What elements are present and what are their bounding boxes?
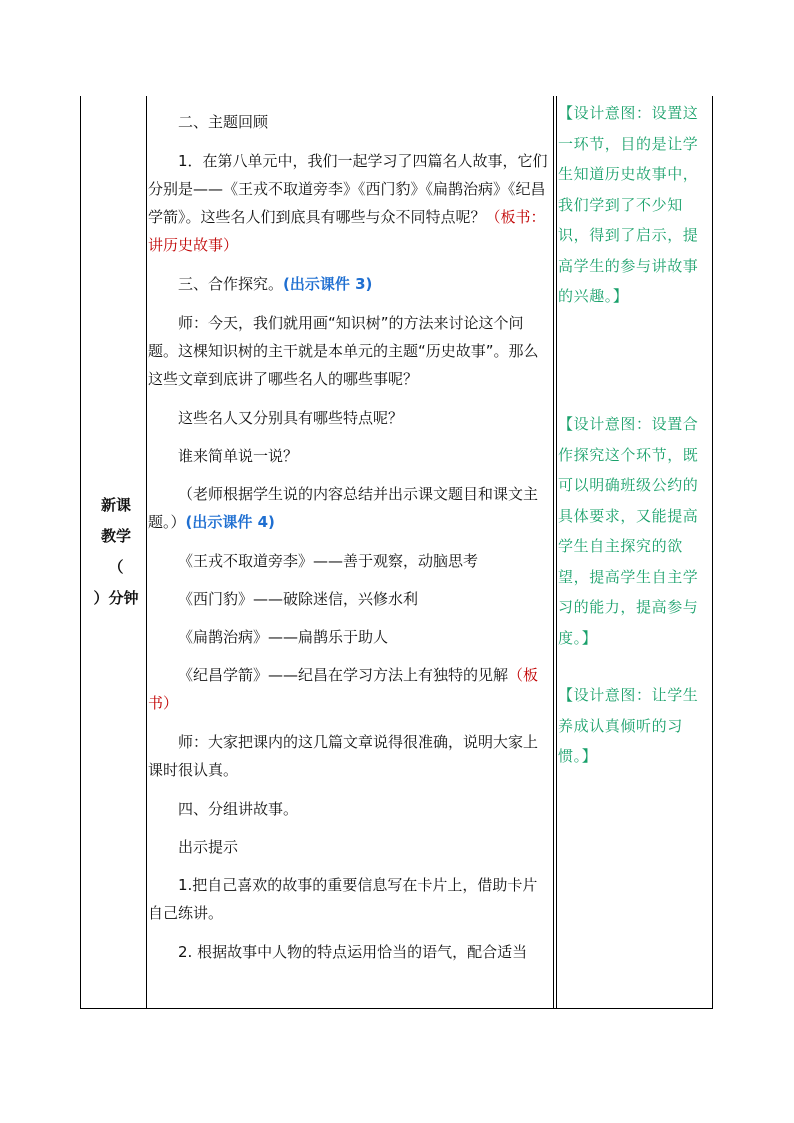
lesson-content [148,108,552,977]
paragraph-question-1: 这些名人又分别具有哪些特点呢？ [178,409,404,427]
stage-label-line2: 教学 [100,527,131,545]
design-intent-1: 【设计意图：设置这一环节，目的是让学生知道历史故事中，我们学到了不少知识，得到了启示，提高学生的参与讲故事的兴趣。】 [558,104,699,305]
blackboard-note-2: （板书） [148,666,539,712]
story-item-2: 《西门豹》——破除迷信，兴修水利 [178,590,419,608]
blackboard-note: （板书：讲历史故事） [148,208,546,254]
table-border-col2 [553,96,554,1009]
story-item-1: 《王戎不取道旁李》——善于观察，动脑思考 [178,552,479,570]
prompt-item-1: 1.把自己喜欢的故事的重要信息写在卡片上，借助卡片自己练讲。 [148,876,538,922]
paragraph-review-text: 1．在第八单元中，我们一起学习了四篇名人故事，它们分别是——《王戎不取道旁李》《西门豹》《扁鹊治病》《纪昌学箭》。这些名人们到底具有哪些与众不同特点呢？ [148,152,548,226]
courseware-note-3: (出示课件 3) [283,275,373,293]
stage-label [88,490,144,614]
design-intent-2: 【设计意图：设置合作探究这个环节，既可以明确班级公约的具体要求，又能提高学生自主探究的欲望，提高学生自主学习的能力，提高参与度。】 [558,415,699,647]
stage-label-line1: 新课 [100,496,131,514]
prompt-item-2: 2. 根据故事中人物的特点运用恰当的语气，配合适当 [178,943,528,961]
section-heading-review: 二、主题回顾 [178,113,269,131]
paragraph-teacher-1: 师：今天，我们就用画“知识树”的方法来讨论这个问题。这棵知识树的主干就是本单元的主题“历史故事”。那么这些文章到底讲了哪些名人的哪些事呢？ [148,314,539,388]
paragraph-summary-text: （老师根据学生说的内容总结并出示课文题目和课文主题。） [148,485,539,531]
table-border-left [80,96,81,1009]
story-item-3: 《扁鹊治病》——扁鹊乐于助人 [178,628,389,646]
table-border-col2b [556,96,557,1009]
paragraph-prompt: 出示提示 [178,838,239,856]
stage-label-line3: （ [108,558,124,576]
table-border-col1 [146,96,147,1009]
paragraph-teacher-2: 师：大家把课内的这几篇文章说得很准确，说明大家上课时很认真。 [148,733,539,779]
story-item-4 [148,661,552,717]
table-border-right [712,96,713,1009]
section-heading-explore [148,270,552,298]
design-intent-3: 【设计意图：让学生养成认真倾听的习惯。】 [558,686,699,765]
section-heading-explore-text: 三、合作探究。 [178,275,284,293]
paragraph-summary [148,480,552,536]
paragraph-question-2: 谁来简单说一说？ [178,447,299,465]
courseware-note-4: (出示课件 4) [185,513,275,531]
section-heading-storytelling: 四、分组讲故事。 [178,800,299,818]
table-border-bottom [80,1008,713,1009]
story-item-4-text: 《纪昌学箭》——纪昌在学习方法上有独特的见解 [178,666,509,684]
stage-label-line4: ）分钟 [93,589,139,607]
paragraph-review [148,147,552,259]
